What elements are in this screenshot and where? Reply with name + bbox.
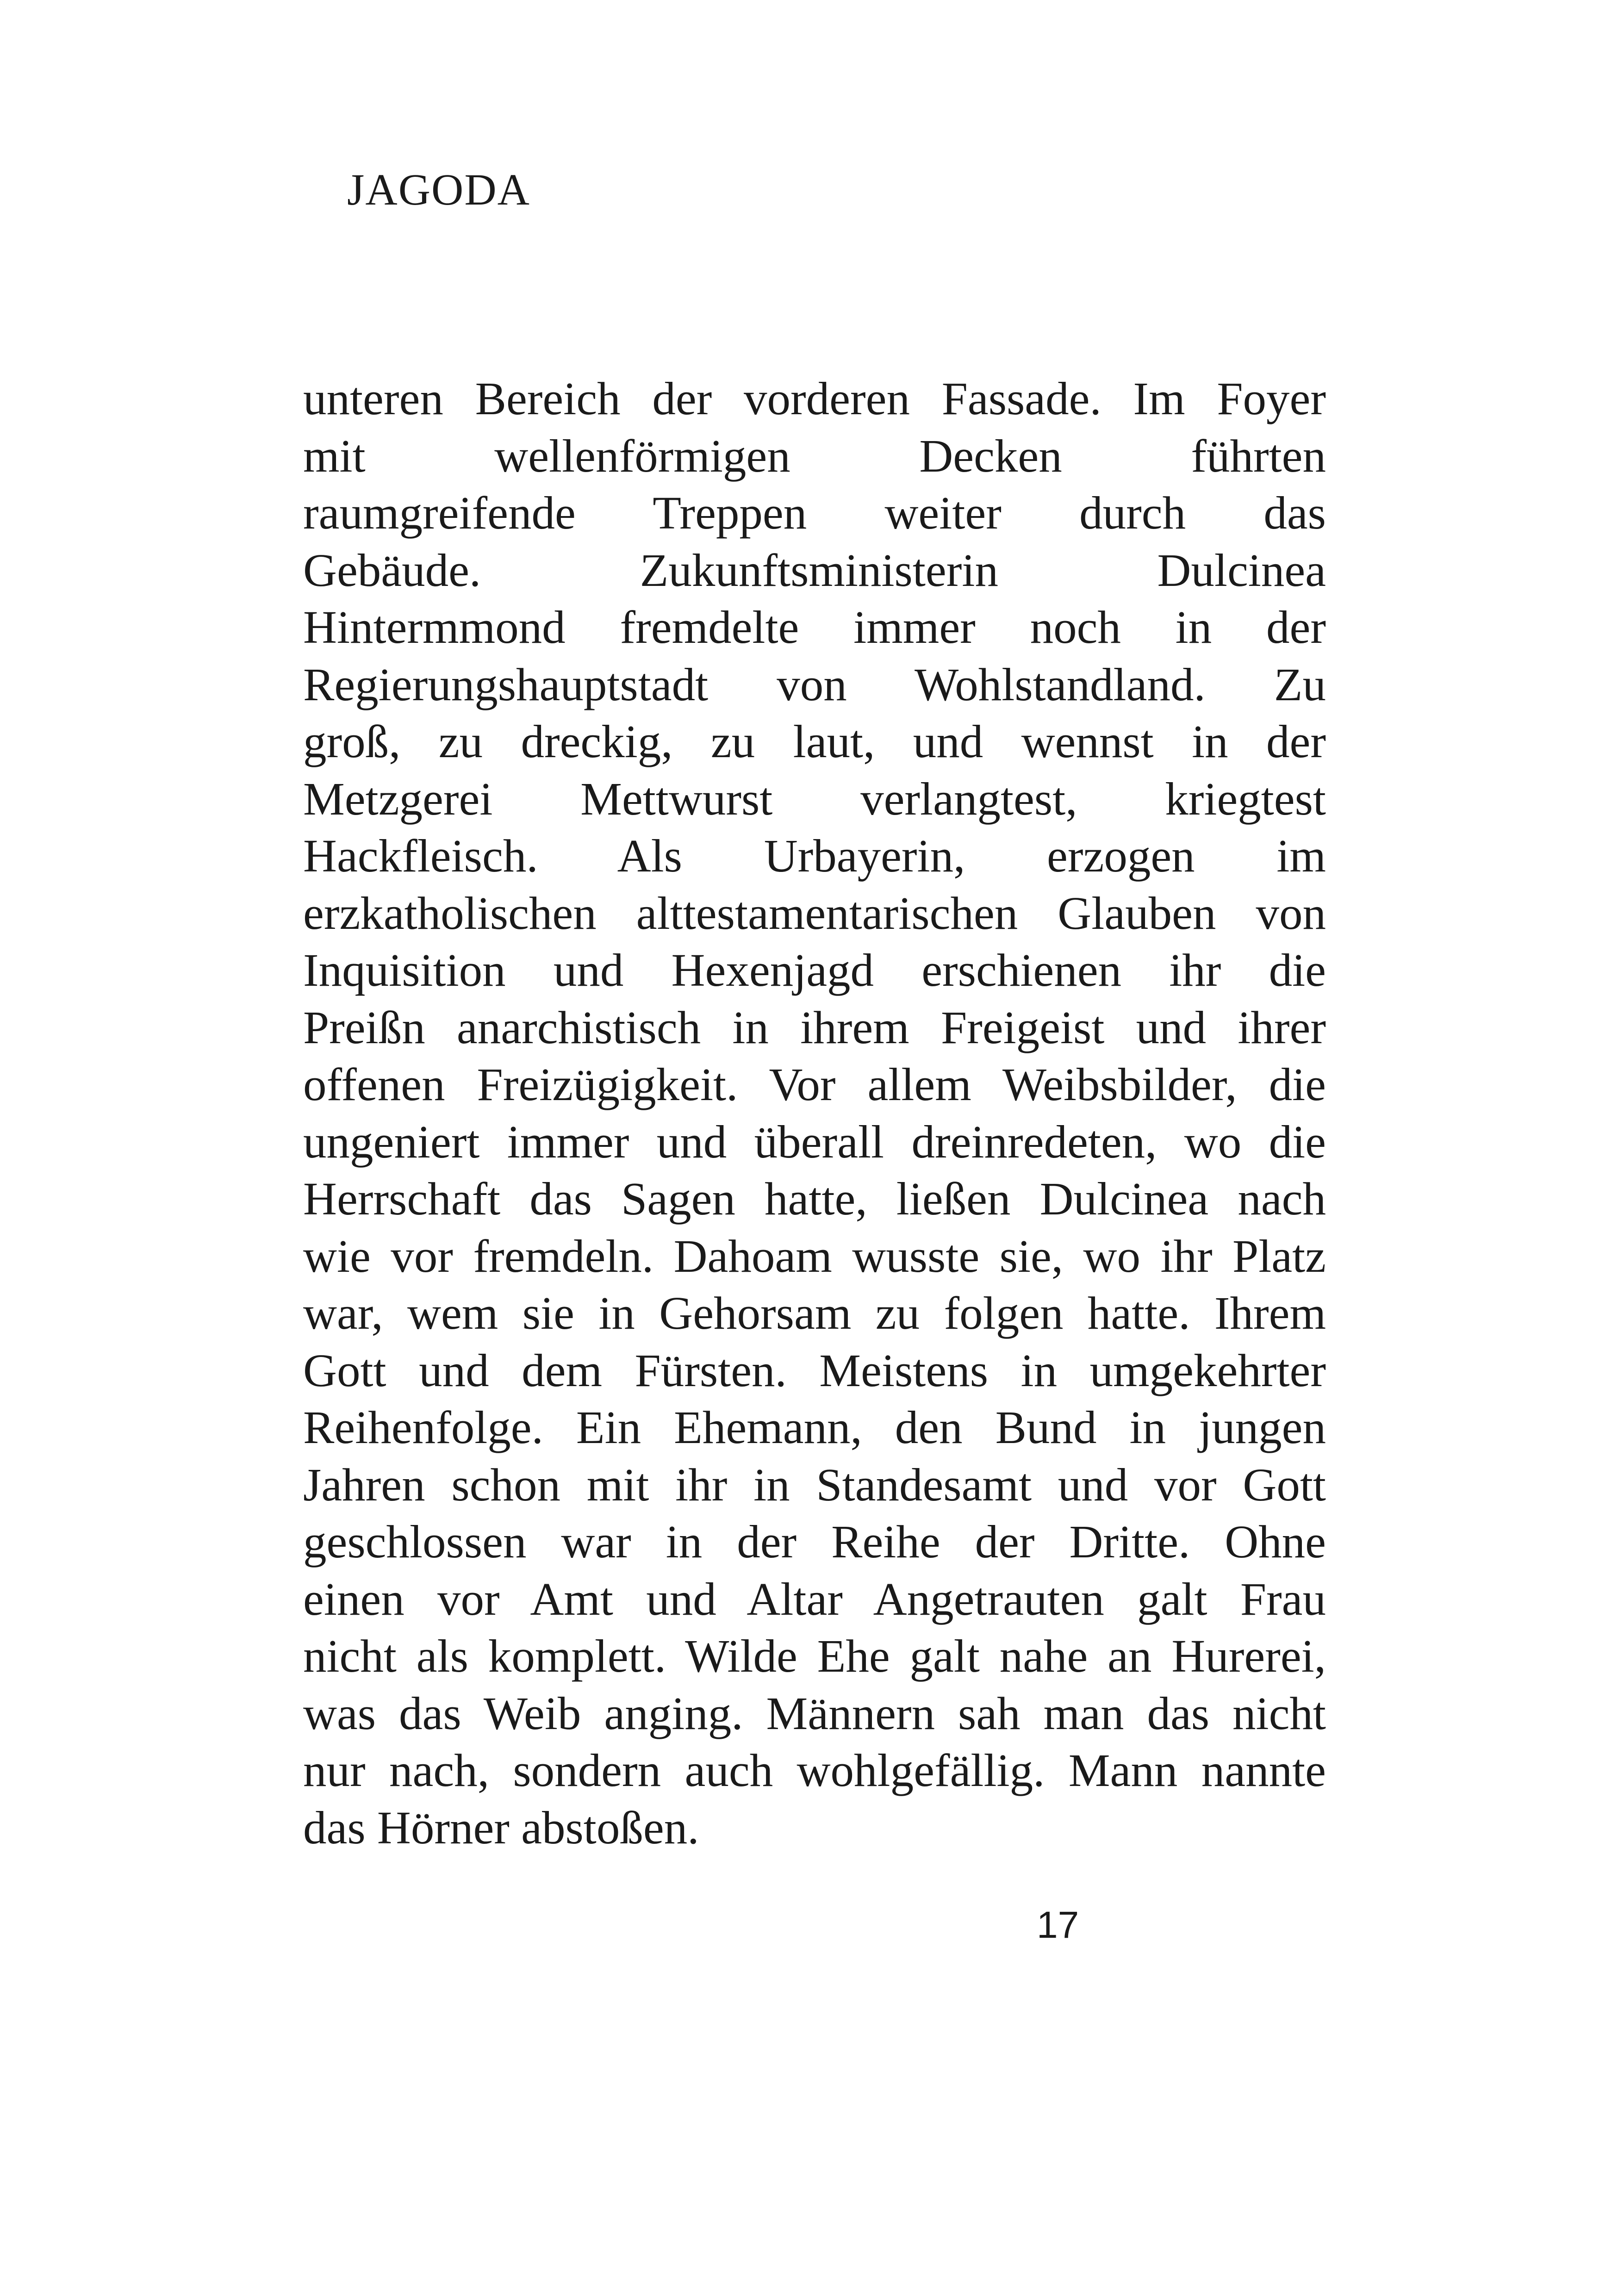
text-line: unteren Bereich der vorderen Fassade. Im Foyer xyxy=(303,373,1326,424)
running-title: JAGODA xyxy=(347,165,530,214)
text-line: war, wem sie in Gehorsam zu folgen hatte. Ihrem xyxy=(303,1287,1326,1339)
text-line: Jahren schon mit ihr in Standesamt und vor Gott xyxy=(303,1458,1326,1511)
text-line: nur nach, sondern auch wohlgefällig. Mann nannte xyxy=(303,1744,1326,1796)
text-line: erzkatholischen alttestamentarischen Glauben von xyxy=(303,887,1326,939)
text-line: Gott und dem Fürsten. Meistens in umgekehrter xyxy=(303,1344,1326,1396)
text-line: Hackfleisch. Als Urbayerin, erzogen im xyxy=(303,830,1326,882)
text-line: Inquisition und Hexenjagd erschienen ihr die xyxy=(303,944,1326,996)
text-line: wie vor fremdeln. Dahoam wusste sie, wo ihr Platz xyxy=(303,1230,1326,1282)
text-line: Gebäude. Zukunftsministerin Dulcinea xyxy=(303,544,1326,596)
text-line: mit wellenförmigen Decken führten xyxy=(303,429,1326,482)
text-line: Metzgerei Mettwurst verlangtest, kriegtest xyxy=(303,772,1326,825)
text-line: Herrschaft das Sagen hatte, ließen Dulcinea nach xyxy=(303,1173,1326,1225)
page-number: 17 xyxy=(1037,1904,1079,1946)
text-line: einen vor Amt und Altar Angetrauten galt Frau xyxy=(303,1573,1326,1625)
text-line: raumgreifende Treppen weiter durch das xyxy=(303,487,1326,539)
text-line: groß, zu dreckig, zu laut, und wennst in der xyxy=(303,716,1326,767)
text-line: das Hörner abstoßen. xyxy=(303,1801,699,1854)
text-line: nicht als komplett. Wilde Ehe galt nahe an Hurerei, xyxy=(303,1630,1326,1682)
body-paragraph xyxy=(303,370,1326,1856)
text-line: Regierungshauptstadt von Wohlstandland. Zu xyxy=(303,658,1326,710)
text-line: was das Weib anging. Männern sah man das nicht xyxy=(303,1687,1326,1739)
text-line: Reihenfolge. Ein Ehemann, den Bund in jungen xyxy=(303,1401,1326,1453)
text-line: Hintermmond fremdelte immer noch in der xyxy=(303,601,1326,653)
text-line: offenen Freizügigkeit. Vor allem Weibsbilder, die xyxy=(303,1058,1326,1110)
text-line: geschlossen war in der Reihe der Dritte. Ohne xyxy=(303,1516,1326,1568)
text-line: Preißn anarchistisch in ihrem Freigeist und ihrer xyxy=(303,1001,1326,1053)
text-line: ungeniert immer und überall dreinredeten, wo die xyxy=(303,1115,1326,1168)
